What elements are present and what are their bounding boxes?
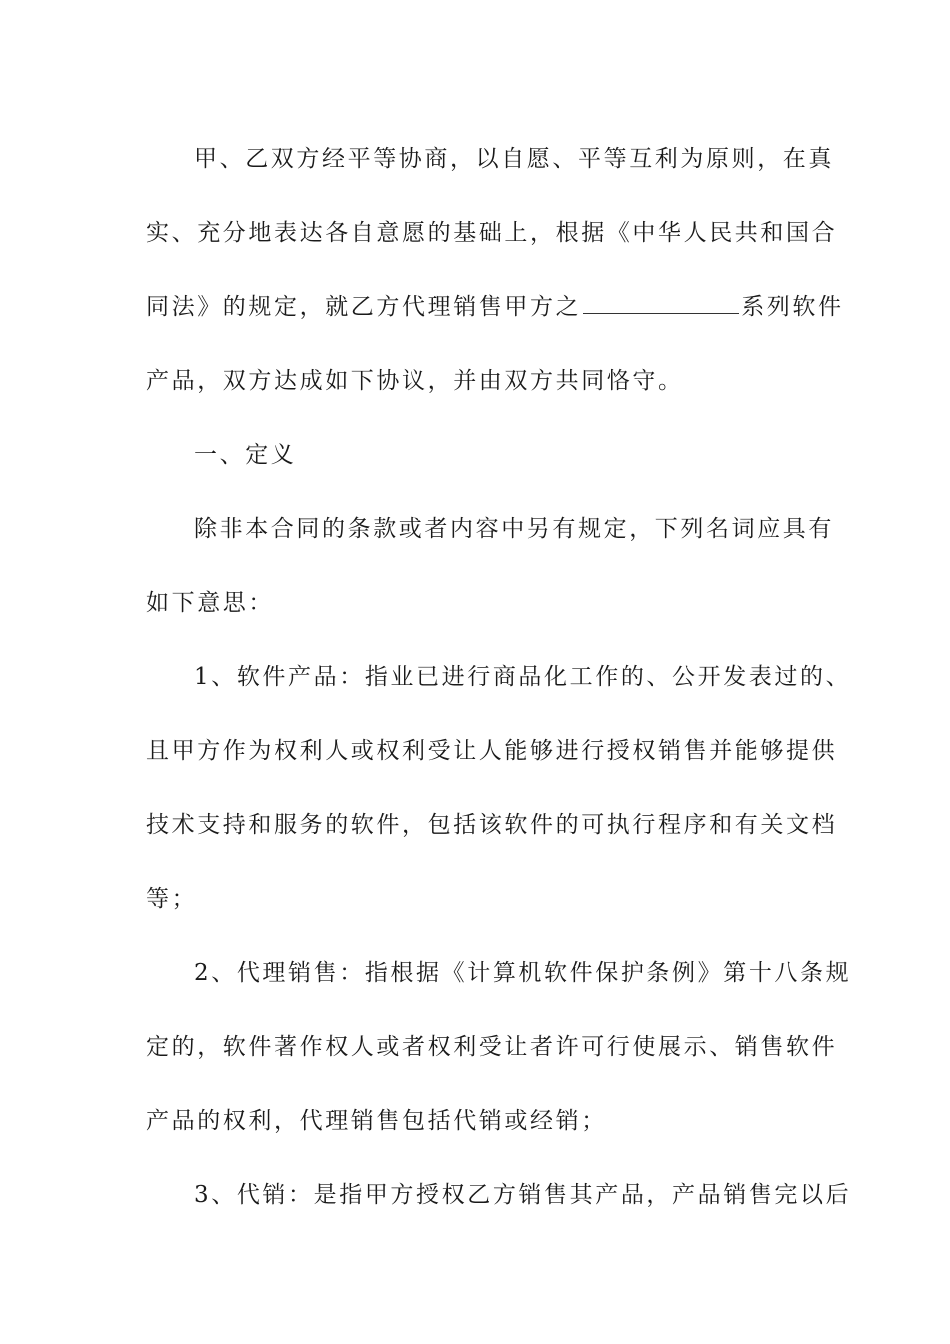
paragraph-definitions-intro	[146, 492, 834, 640]
text-line: 产品的权利，代理销售包括代销或经销；	[146, 1108, 607, 1134]
text-line: 3、代销：是指甲方授权乙方销售其产品，产品销售完以后	[194, 1182, 852, 1208]
section-heading-definitions	[146, 418, 808, 492]
text-line: 技术支持和服务的软件，包括该软件的可执行程序和有关文档	[146, 812, 838, 838]
text-line: 1、软件产品：指业已进行商品化工作的、公开发表过的、	[194, 664, 852, 690]
text-fragment: 系列软件	[741, 294, 844, 320]
text-line: 除非本合同的条款或者内容中另有规定，下列名词应具有	[194, 516, 834, 542]
text-line: 2、代理销售：指根据《计算机软件保护条例》第十八条规	[194, 960, 852, 986]
heading-text: 一、定义	[194, 442, 297, 468]
paragraph-definition-3	[146, 1158, 852, 1232]
paragraph-definition-1	[146, 640, 852, 936]
fill-in-blank[interactable]	[583, 293, 739, 314]
text-line: 等；	[146, 886, 198, 912]
text-line: 实、充分地表达各自意愿的基础上，根据《中华人民共和国合	[146, 220, 838, 246]
text-line: 定的，软件著作权人或者权利受让者许可行使展示、销售软件	[146, 1034, 838, 1060]
text-line: 如下意思：	[146, 590, 274, 616]
text-line: 产品，双方达成如下协议，并由双方共同恪守。	[146, 368, 684, 394]
paragraph-definition-2	[146, 936, 852, 1158]
text-line: 且甲方作为权利人或权利受让人能够进行授权销售并能够提供	[146, 738, 838, 764]
text-line: 甲、乙双方经平等协商，以自愿、平等互利为原则，在真	[194, 146, 834, 172]
text-fragment: 同法》的规定，就乙方代理销售甲方之	[146, 294, 582, 320]
paragraph-intro	[146, 122, 844, 418]
text-line	[146, 270, 844, 344]
document-body	[146, 122, 852, 1232]
